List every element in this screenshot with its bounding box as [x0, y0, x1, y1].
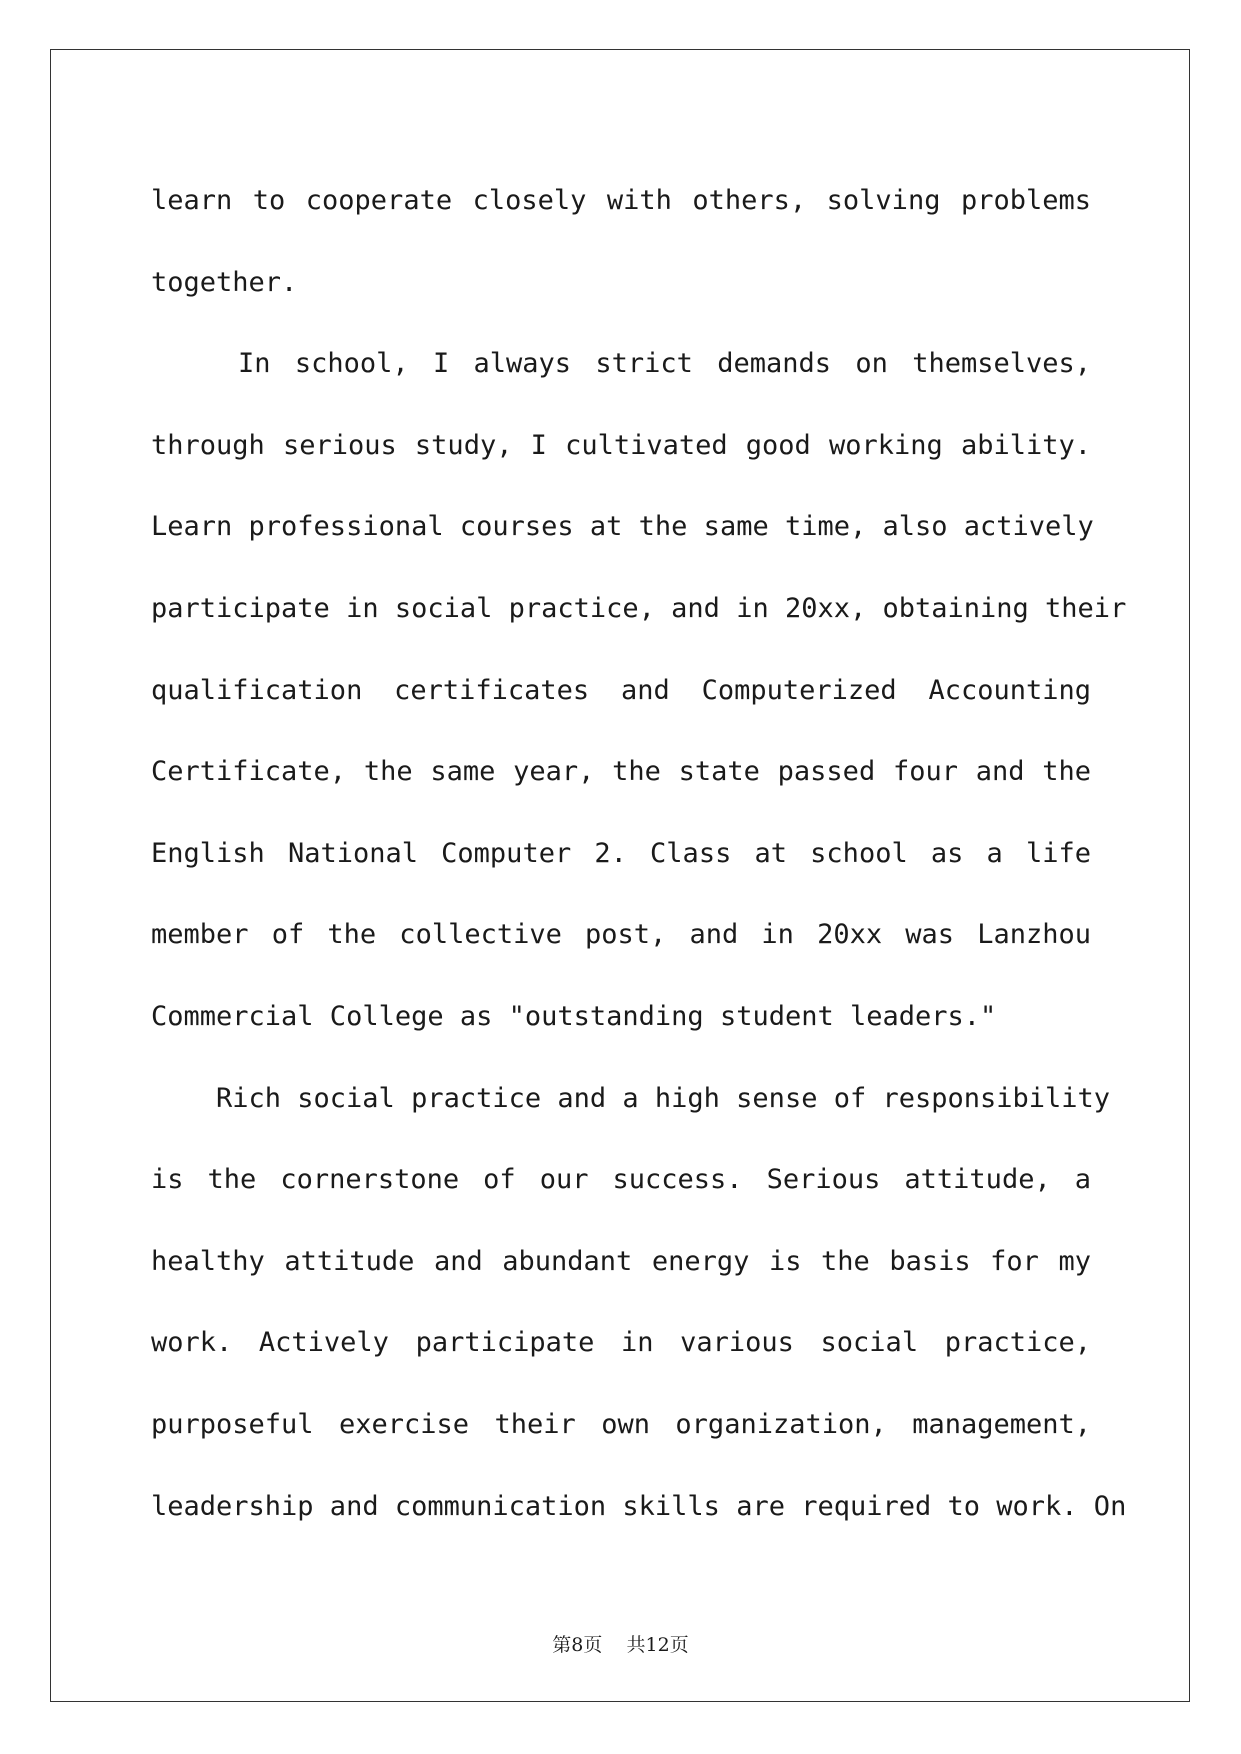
- text-line: leadership and communication skills are required to work. On: [151, 1490, 1127, 1522]
- text-line: member of the collective post, and in 20xx was Lanzhou: [151, 919, 1091, 951]
- text-line: English National Computer 2. Class at school as a life: [151, 837, 1091, 869]
- text-line: together.: [151, 266, 298, 298]
- text-line: qualification certificates and Computerized Accounting: [151, 674, 1091, 706]
- document-body: [151, 160, 1127, 1547]
- text-line: In school, I always strict demands on themselves,: [238, 348, 1091, 380]
- page-footer: [0, 1630, 1241, 1657]
- text-line: learn to cooperate closely with others, solving problems: [151, 185, 1091, 216]
- text-line: Certificate, the same year, the state passed four and the: [151, 756, 1091, 788]
- text-line: healthy attitude and abundant energy is the basis for my: [151, 1245, 1091, 1277]
- page-number: 第8页: [552, 1634, 603, 1656]
- text-line: participate in social practice, and in 20xx, obtaining their: [151, 592, 1127, 624]
- text-line: is the cornerstone of our success. Serious attitude, a: [151, 1164, 1091, 1196]
- text-line: work. Actively participate in various social practice,: [151, 1327, 1091, 1359]
- text-line: through serious study, I cultivated good working ability.: [151, 429, 1091, 461]
- page-total: 共12页: [626, 1634, 689, 1656]
- text-line: purposeful exercise their own organization, management,: [151, 1408, 1091, 1440]
- text-line: Learn professional courses at the same time, also actively: [151, 511, 1094, 543]
- text-line: Commercial College as "outstanding student leaders.": [151, 1000, 997, 1032]
- text-line: Rich social practice and a high sense of responsibility: [216, 1082, 1111, 1114]
